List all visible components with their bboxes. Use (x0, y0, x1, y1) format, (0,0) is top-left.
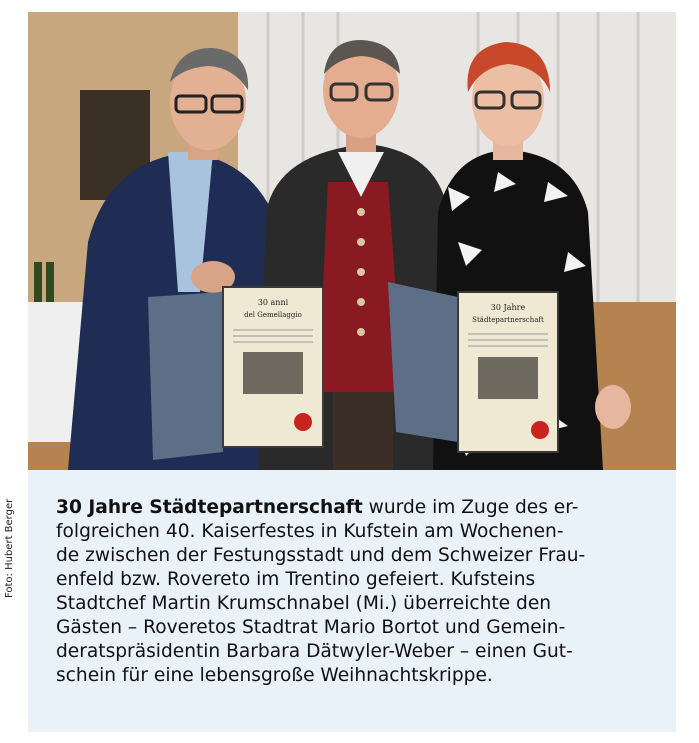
certificate-left-title2: del Gemellaggio (244, 311, 302, 319)
photo-credit-text: Foto: Hubert Berger (4, 498, 15, 598)
photo-illustration (28, 12, 676, 470)
certificate-left-image (243, 352, 303, 394)
certificate-left-title1: 30 anni (257, 298, 289, 307)
certificate-right-title1: 30 Jahre (490, 303, 526, 312)
caption-line: de zwischen der Festungsstadt und dem Schweizer Frau- (56, 545, 586, 566)
caption-line: schein für eine lebensgroße Weihnachtskrippe. (56, 665, 493, 686)
wax-seal (294, 413, 312, 431)
caption-line: deratspräsidentin Barbara Dätwyler-Weber – einen Gut- (56, 641, 573, 662)
caption-line: Stadtchef Martin Krumschnabel (Mi.) überreichte den (56, 593, 552, 614)
wax-seal (531, 421, 549, 439)
caption-headline: 30 Jahre Städtepartnerschaft (56, 497, 363, 518)
bottle (46, 262, 54, 302)
bottle (34, 262, 42, 302)
certificate-right (388, 282, 558, 452)
photo-caption (56, 496, 656, 688)
caption-line: folgreichen 40. Kaiserfestes in Kufstein am Wochenen- (56, 521, 564, 542)
certificate-right-title2: Städtepartnerschaft (472, 316, 544, 324)
news-photo (28, 12, 676, 470)
photo-credit (2, 470, 18, 600)
caption-line: Gästen – Roveretos Stadtrat Mario Bortot und Gemein- (56, 617, 566, 638)
caption-line: enfeld bzw. Rovereto im Trentino gefeiert. Kufsteins (56, 569, 536, 590)
certificate-left (148, 287, 323, 460)
certificate-right-image (478, 357, 538, 399)
caption-line: wurde im Zuge des er- (362, 497, 579, 518)
caption-box (28, 470, 676, 732)
